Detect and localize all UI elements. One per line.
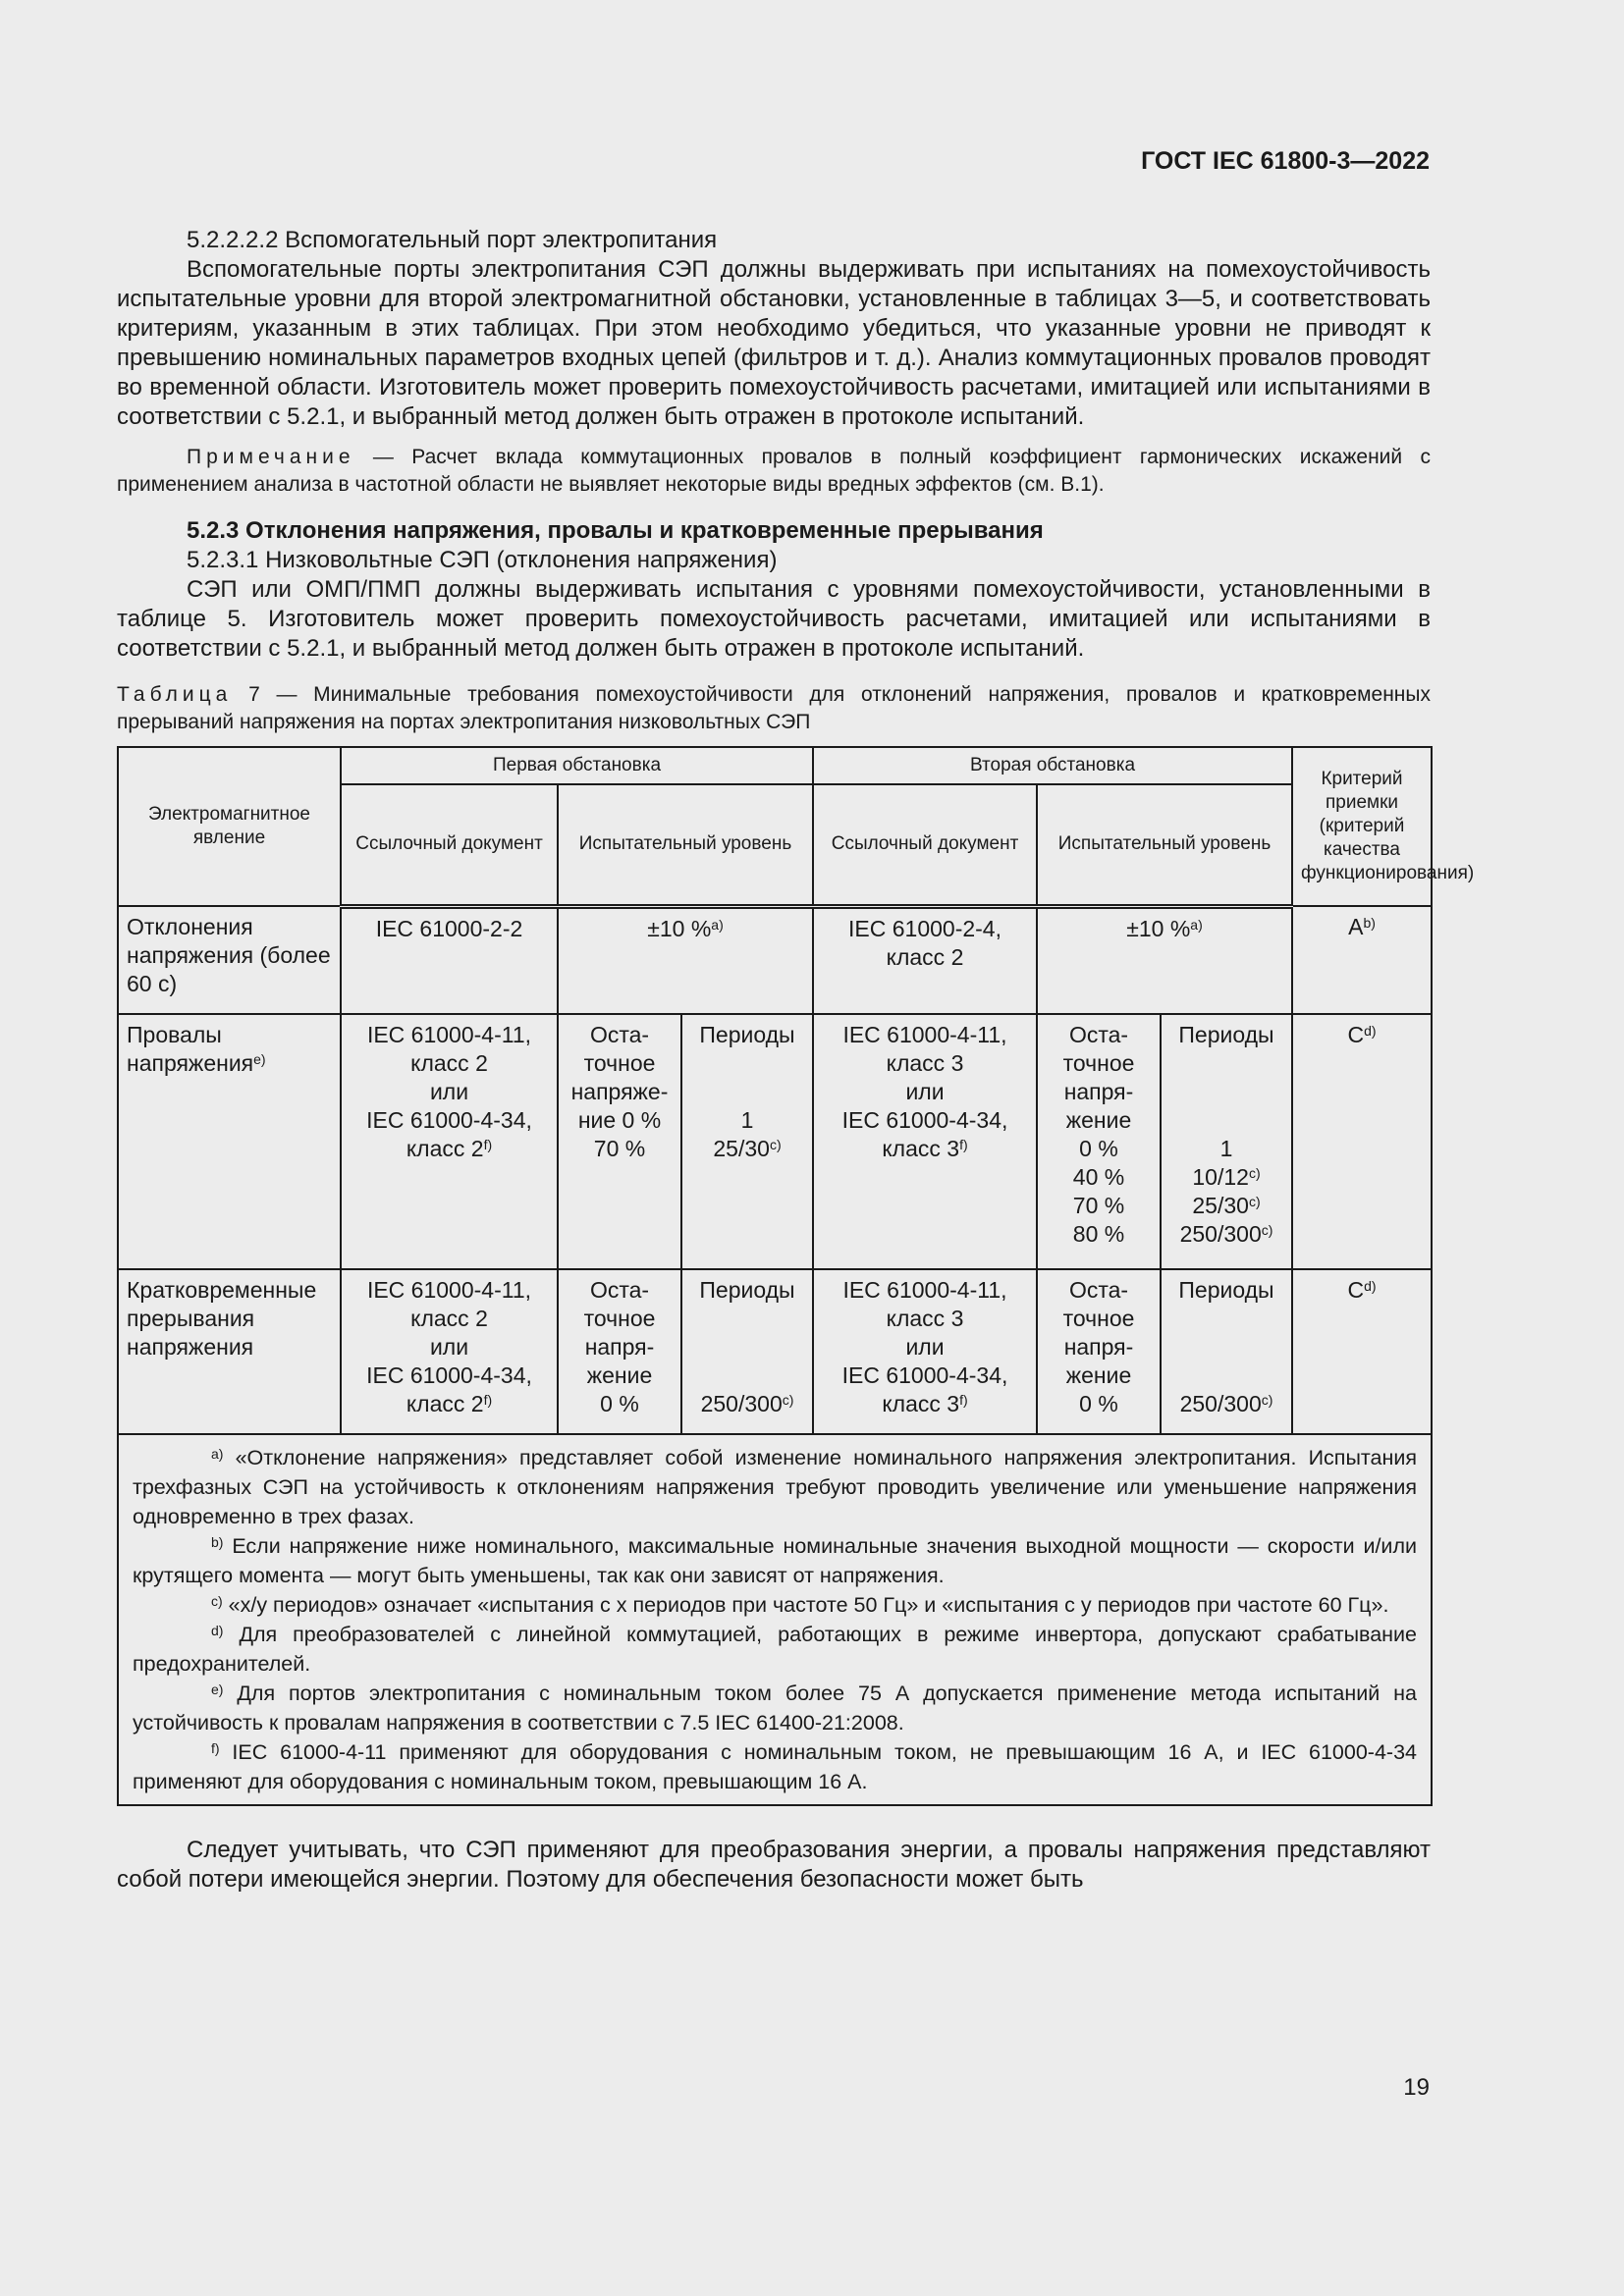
section-heading: 5.2.3 Отклонения напряжения, провалы и кратковременные прерывания [187, 517, 1044, 544]
paragraph: Следует учитывать, что СЭП применяют для преобразования энергии, а провалы напряжения представляют собой потери имеющейся энергии. Поэтому для обеспечения безопасности может быть [117, 1837, 1431, 1893]
ref-doc-cell: IEC 61000-4-11, класс 2 или IEC 61000-4-34, класс 2$^{f)}$ [341, 1014, 558, 1269]
criterion-cell: $A^{b)}$ [1292, 906, 1432, 1014]
periods-cell: Периоды 250/300$^{c)}$ [1161, 1269, 1292, 1434]
residual-voltage-cell: Оста- точное напря- жение 0 % 40 % 70 % 80 % [1037, 1014, 1161, 1269]
note [117, 444, 1431, 499]
phenomenon-cell: Кратковременные прерывания напряжения [118, 1269, 341, 1434]
phenomenon-cell: Отклонения напряжения (более 60 с) [118, 906, 341, 1014]
periods-cell: Периоды 1 10/12$^{c)}$ 25/30$^{c)}$ 250/300$^{c)}$ [1161, 1014, 1292, 1269]
paragraph: Вспомогательные порты электропитания СЭП должны выдерживать при испытаниях на помехоустойчивость испытательные уровни для второй электромагнитной обстановки, установленные в таблицах 3—5, и соответствовать критериям, указанным в этих таблицах. При этом необходимо убедиться, что указанные уровни не приводят к превышению номинальных параметров входных цепей (фильтров и т. д.). Анализ коммутационных провалов проводят во временной области. Изготовитель может проверить помехоустойчивость расчетами, имитацией или испытаниями в соответствии с 5.2.1, и выбранный метод должен быть отражен в протоколе испытаний. [117, 256, 1431, 430]
header-first-environment: Первая обстановка [341, 747, 813, 784]
table-row [118, 906, 1432, 1014]
residual-voltage-cell: Оста- точное напря- жение 0 % [558, 1269, 681, 1434]
phenomenon-cell: Провалы напряжения$^{e)}$ [118, 1014, 341, 1269]
ref-doc-cell: IEC 61000-4-11, класс 3 или IEC 61000-4-34, класс 3$^{f)}$ [813, 1269, 1037, 1434]
subsection-heading: 5.2.3.1 Низковольтные СЭП (отклонения напряжения) [187, 547, 778, 573]
doc-header: ГОСТ IEC 61800-3—2022 [1141, 147, 1430, 175]
footnote: $^{a)}$ «Отклонение напряжения» представляет собой изменение номинального напряжения электропитания. Испытания трехфазных СЭП на устойчивость к отклонениям напряжения требуют проводить увеличение или уменьшение напряжения одновременно в трех фазах. [133, 1446, 1417, 1528]
table-caption [117, 681, 1431, 736]
footnote: $^{e)}$ Для портов электропитания с номинальным током более 75 А допускается применение метода испытаний на устойчивость к провалам напряжения в соответствии с 7.5 IEC 61400-21:2008. [133, 1682, 1417, 1735]
footnote: $^{d)}$ Для преобразователей с линейной коммутацией, работающих в режиме инвертора, допускают срабатывание предохранителей. [133, 1623, 1417, 1676]
table-footnotes [118, 1434, 1432, 1805]
paragraph: СЭП или ОМП/ПМП должны выдерживать испытания с уровнями помехоустойчивости, установленными в таблице 5. Изготовитель может проверить помехоустойчивость расчетами, имитацией или испытаниями в соответствии с 5.2.1, и выбранный метод должен быть отражен в протоколе испытаний. [117, 576, 1431, 662]
ref-doc-cell: IEC 61000-4-11, класс 3 или IEC 61000-4-34, класс 3$^{f)}$ [813, 1014, 1037, 1269]
header-criterion: Критерий приемки (критерий качества функционирования) [1292, 747, 1432, 906]
residual-voltage-cell: Оста- точное напряже- ние 0 % 70 % [558, 1014, 681, 1269]
page-content [117, 226, 1475, 1895]
subsection-heading: 5.2.2.2.2 Вспомогательный порт электропитания [187, 227, 718, 253]
criterion-cell: $C^{d)}$ [1292, 1269, 1432, 1434]
footnote: $^{c)}$ «x/y периодов» означает «испытания с x периодов при частоте 50 Гц» и «испытания с y периодов при частоте 60 Гц». [211, 1593, 1389, 1617]
table-caption-text: 7 — Минимальные требования помехоустойчивости для отклонений напряжения, провалов и кратковременных прерываний напряжения на портах электропитания низковольтных СЭП [117, 683, 1431, 733]
test-level-cell: ±10 %$^{a)}$ [1037, 906, 1292, 1014]
header-test-level-1: Испытательный уровень [558, 784, 813, 906]
table-header-row [118, 747, 1432, 784]
footnote: $^{f)}$ IEC 61000-4-11 применяют для оборудования с номинальным током, не превышающим 16 А, и IEC 61000-4-34 применяют для оборудования с номинальным током, превышающим 16 А. [133, 1740, 1417, 1793]
header-phenomenon: Электромагнитное явление [118, 747, 341, 906]
test-level-cell: ±10 %$^{a)}$ [558, 906, 813, 1014]
immunity-table [117, 746, 1475, 1806]
periods-cell: Периоды 1 25/30$^{c)}$ [681, 1014, 813, 1269]
header-second-environment: Вторая обстановка [813, 747, 1292, 784]
header-ref-doc-1: Ссылочный документ [341, 784, 558, 906]
header-test-level-2: Испытательный уровень [1037, 784, 1292, 906]
ref-doc-cell: IEC 61000-2-2 [341, 906, 558, 1014]
periods-cell: Периоды 250/300$^{c)}$ [681, 1269, 813, 1434]
ref-doc-cell: IEC 61000-4-11, класс 2 или IEC 61000-4-34, класс 2$^{f)}$ [341, 1269, 558, 1434]
note-text: — Расчет вклада коммутационных провалов в полный коэффициент гармонических искажений с применением анализа в частотной области не выявляет некоторые виды вредных эффектов (см. B.1). [117, 446, 1431, 496]
header-ref-doc-2: Ссылочный документ [813, 784, 1037, 906]
page-number: 19 [1403, 2074, 1430, 2101]
ref-doc-cell: IEC 61000-2-4, класс 2 [813, 906, 1037, 1014]
table-caption-label: Таблица [117, 683, 233, 706]
criterion-cell: $C^{d)}$ [1292, 1014, 1432, 1269]
residual-voltage-cell: Оста- точное напря- жение 0 % [1037, 1269, 1161, 1434]
table-footnotes-row [118, 1434, 1432, 1805]
table-row [118, 1014, 1432, 1269]
table-row [118, 1269, 1432, 1434]
footnote: $^{b)}$ Если напряжение ниже номинального, максимальные номинальные значения выходной мощности — скорости и/или крутящего момента — могут быть уменьшены, так как они зависят от напряжения. [133, 1534, 1417, 1587]
note-label: Примечание [187, 446, 355, 468]
